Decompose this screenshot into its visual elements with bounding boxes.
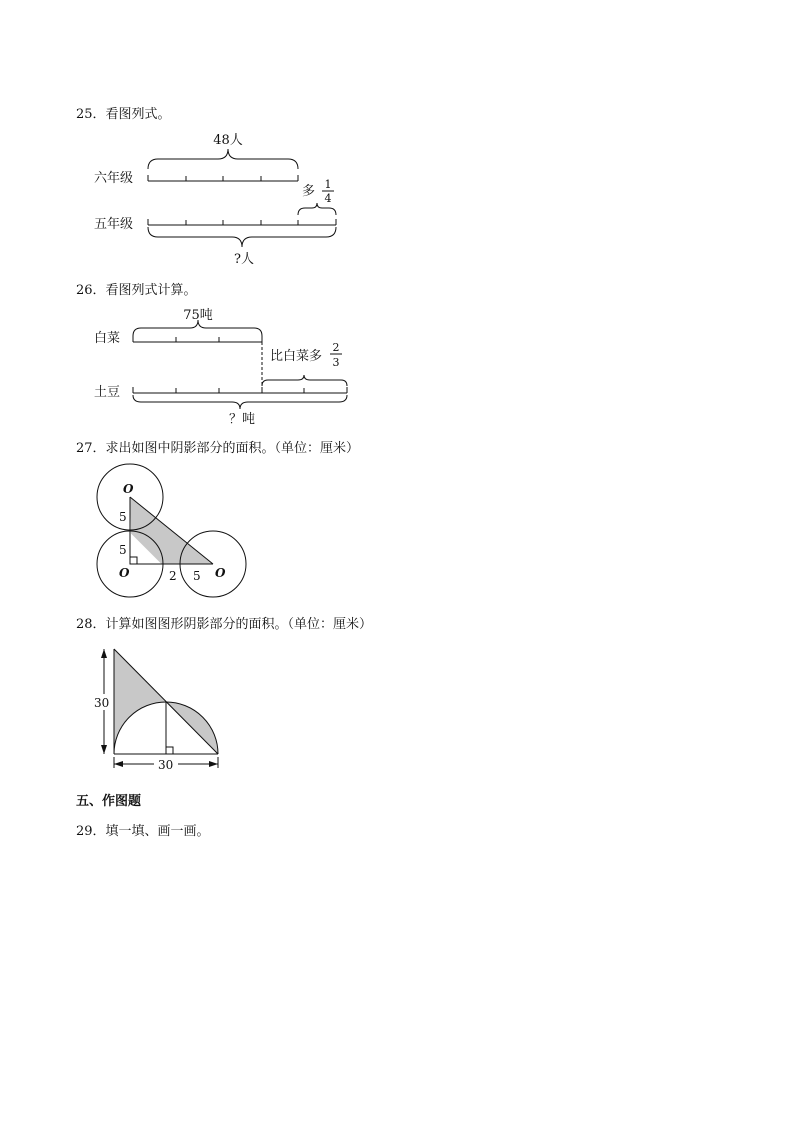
question-29-text: 29．填一填、画一画。 bbox=[76, 824, 210, 839]
q25-row2-label: 五年级 bbox=[94, 217, 134, 232]
question-25-text: 25．看图列式。 bbox=[76, 107, 171, 122]
q27-label-o-left: O bbox=[119, 566, 130, 580]
q27-diagram bbox=[90, 460, 255, 610]
q26-frac-num: 2 bbox=[332, 341, 340, 354]
q25-bottom-total: ?人 bbox=[234, 252, 254, 267]
q25-more-label: 多 bbox=[302, 184, 316, 199]
q26-row2-label: 土豆 bbox=[94, 385, 121, 400]
q26-bottom-total: ？吨 bbox=[228, 412, 256, 427]
q26-frac-den: 3 bbox=[332, 356, 340, 369]
q27-right-angle-mark bbox=[130, 557, 137, 564]
q27-label-r-right: 5 bbox=[193, 569, 201, 583]
q26-top-total: 75吨 bbox=[183, 308, 213, 323]
q28-height-label: 30 bbox=[94, 696, 110, 710]
question-26-text: 26．看图列式计算。 bbox=[76, 283, 197, 298]
q26-bottom-brace bbox=[133, 395, 347, 409]
q28-width-arrow-left bbox=[114, 761, 123, 767]
q27-label-r-top: 5 bbox=[119, 510, 127, 524]
q28-height-arrow-top bbox=[101, 649, 107, 658]
q26-more-label: 比白菜多 bbox=[270, 349, 323, 364]
q27-label-o-top: O bbox=[123, 482, 134, 496]
q25-top-total: 48人 bbox=[213, 133, 243, 148]
question-28-text: 28．计算如图图形阴影部分的面积。（单位：厘米） bbox=[76, 617, 373, 632]
q25-row1-label: 六年级 bbox=[94, 171, 134, 186]
q26-top-brace bbox=[133, 320, 262, 336]
question-27-text: 27．求出如图中阴影部分的面积。（单位：厘米） bbox=[76, 441, 360, 456]
q28-diagram bbox=[90, 640, 230, 775]
section-5-title: 五、作图题 bbox=[76, 794, 142, 809]
q28-width-arrow-right bbox=[209, 761, 218, 767]
q28-width-label: 30 bbox=[158, 758, 174, 772]
q26-diagram bbox=[90, 302, 360, 427]
q27-label-o-right: O bbox=[215, 566, 226, 580]
q25-diagram bbox=[90, 125, 350, 270]
q28-height-arrow-bottom bbox=[101, 745, 107, 754]
q26-extra-brace bbox=[262, 375, 347, 386]
q27-label-r-mid: 5 bbox=[119, 543, 127, 557]
q25-top-brace bbox=[148, 149, 298, 169]
q25-frac-den: 4 bbox=[324, 192, 332, 205]
q28-right-angle-mark bbox=[166, 747, 173, 754]
q28-shaded-triangle bbox=[114, 649, 166, 754]
q27-label-gap: 2 bbox=[169, 569, 177, 583]
q26-row1-label: 白菜 bbox=[94, 331, 121, 346]
q25-frac-num: 1 bbox=[324, 178, 332, 191]
q25-bottom-brace bbox=[148, 227, 336, 247]
